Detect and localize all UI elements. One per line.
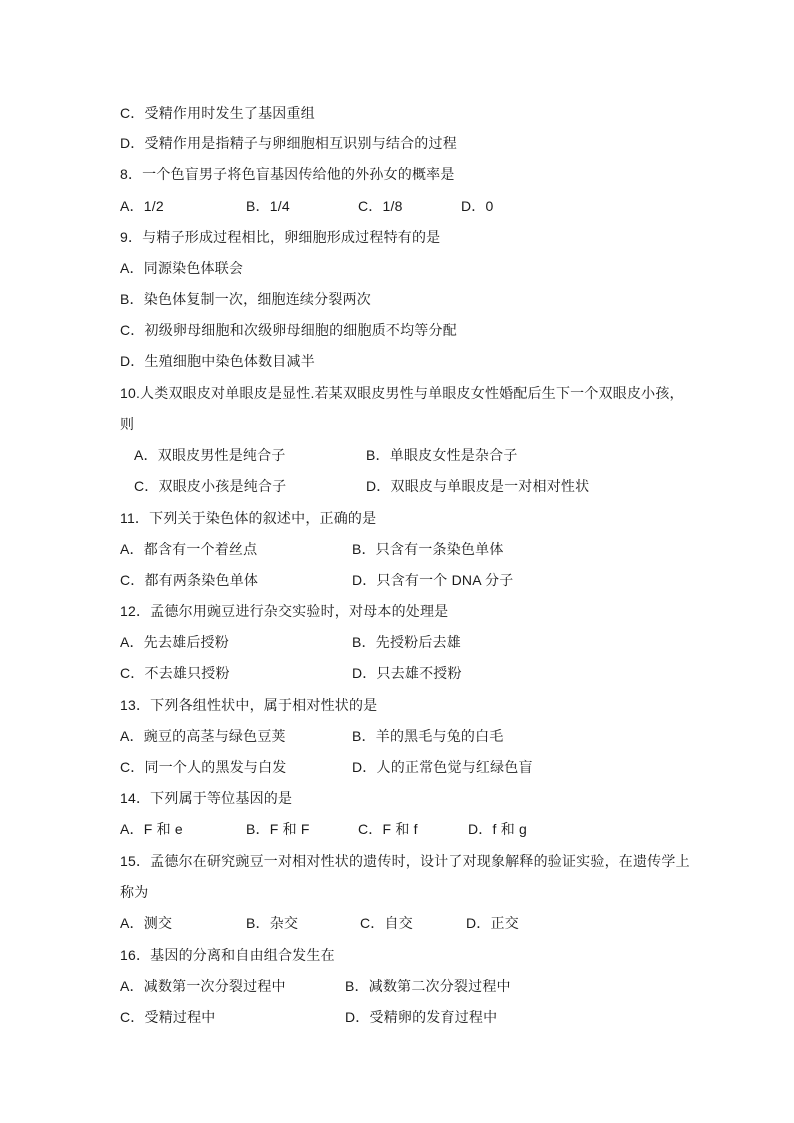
q8-option-b: B．1/4 bbox=[246, 198, 290, 214]
q7-option-c: C．受精作用时发生了基因重组 bbox=[120, 105, 315, 121]
q9-stem: 9．与精子形成过程相比，卵细胞形成过程特有的是 bbox=[120, 229, 441, 245]
q16-option-c: C．受精过程中 bbox=[120, 1009, 216, 1025]
q11-stem: 11．下列关于染色体的叙述中，正确的是 bbox=[120, 510, 377, 526]
q8-option-a: A．1/2 bbox=[120, 198, 164, 214]
q9-option-b: B．染色体复制一次，细胞连续分裂两次 bbox=[120, 291, 371, 307]
q8-option-c: C．1/8 bbox=[358, 198, 403, 214]
q14-option-a: A．F 和 e bbox=[120, 821, 183, 837]
q16-option-b: B．减数第二次分裂过程中 bbox=[345, 978, 511, 994]
q15-option-c: C．自交 bbox=[360, 915, 413, 931]
q10-option-d: D．双眼皮与单眼皮是一对相对性状 bbox=[366, 478, 590, 494]
q16-option-a: A．减数第一次分裂过程中 bbox=[120, 978, 286, 994]
q16-option-d: D．受精卵的发育过程中 bbox=[345, 1009, 498, 1025]
q16-stem: 16．基因的分离和自由组合发生在 bbox=[120, 947, 335, 963]
q11-option-a: A．都含有一个着丝点 bbox=[120, 541, 258, 557]
q8-option-d: D．0 bbox=[461, 198, 494, 214]
q10-option-c: C．双眼皮小孩是纯合子 bbox=[134, 478, 287, 494]
q11-option-d: D．只含有一个 DNA 分子 bbox=[352, 572, 514, 588]
q11-option-b: B．只含有一条染色单体 bbox=[352, 541, 504, 557]
q14-option-c: C．F 和 f bbox=[358, 821, 418, 837]
q10-stem-line1: 10.人类双眼皮对单眼皮是显性.若某双眼皮男性与单眼皮女性婚配后生下一个双眼皮小孩， bbox=[120, 385, 684, 401]
q15-option-d: D．正交 bbox=[466, 915, 519, 931]
q10-option-a: A．双眼皮男性是纯合子 bbox=[134, 447, 286, 463]
q14-option-d: D．f 和 g bbox=[468, 821, 527, 837]
q12-stem: 12．孟德尔用豌豆进行杂交实验时，对母本的处理是 bbox=[120, 603, 449, 619]
q13-option-c: C．同一个人的黑发与白发 bbox=[120, 759, 287, 775]
q12-option-d: D．只去雄不授粉 bbox=[352, 665, 462, 681]
q15-stem-line1: 15．孟德尔在研究豌豆一对相对性状的遗传时，设计了对现象解释的验证实验，在遗传学上 bbox=[120, 853, 690, 869]
q13-option-b: B．羊的黑毛与兔的白毛 bbox=[352, 728, 504, 744]
q15-option-a: A．测交 bbox=[120, 915, 173, 931]
q9-option-d: D．生殖细胞中染色体数目减半 bbox=[120, 353, 315, 369]
q14-stem: 14．下列属于等位基因的是 bbox=[120, 790, 293, 806]
q13-option-a: A．豌豆的高茎与绿色豆荚 bbox=[120, 728, 286, 744]
q9-option-c: C．初级卵母细胞和次级卵母细胞的细胞质不均等分配 bbox=[120, 322, 457, 338]
q12-option-c: C．不去雄只授粉 bbox=[120, 665, 230, 681]
q9-option-a: A．同源染色体联会 bbox=[120, 260, 244, 276]
q15-option-b: B．杂交 bbox=[246, 915, 299, 931]
q8-stem: 8．一个色盲男子将色盲基因传给他的外孙女的概率是 bbox=[120, 166, 455, 182]
q14-option-b: B．F 和 F bbox=[246, 821, 310, 837]
q11-option-c: C．都有两条染色单体 bbox=[120, 572, 259, 588]
q7-option-d: D．受精作用是指精子与卵细胞相互识别与结合的过程 bbox=[120, 135, 457, 151]
q15-stem-line2: 称为 bbox=[120, 884, 149, 900]
q12-option-a: A．先去雄后授粉 bbox=[120, 634, 229, 650]
q13-option-d: D．人的正常色觉与红绿色盲 bbox=[352, 759, 533, 775]
q13-stem: 13．下列各组性状中，属于相对性状的是 bbox=[120, 697, 378, 713]
q10-option-b: B．单眼皮女性是杂合子 bbox=[366, 447, 518, 463]
q12-option-b: B．先授粉后去雄 bbox=[352, 634, 461, 650]
q10-stem-line2: 则 bbox=[120, 416, 135, 432]
